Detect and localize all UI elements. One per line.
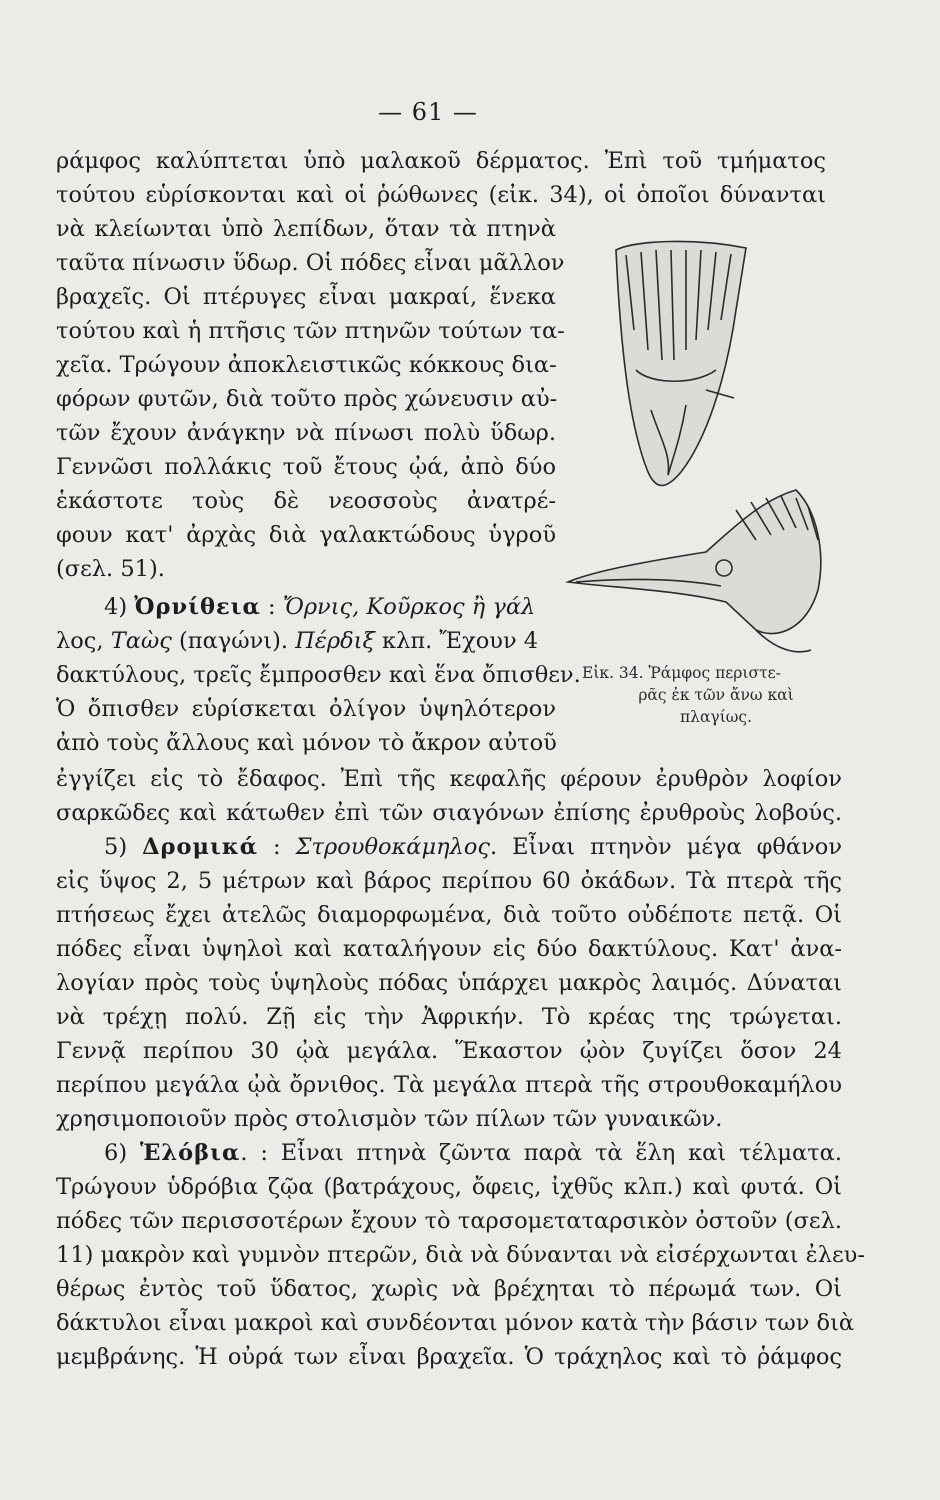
text-line: φουν κατ' ἀρχὰς διὰ γαλακτώδους ὑγροῦ [56, 522, 556, 548]
text-line: τούτου καὶ ἡ πτῆσις τῶν πτηνῶν τούτων τα- [56, 318, 565, 344]
text-line: πτήσεως ἔχει ἀτελῶς διαμορφωμένα, διὰ τοῦτο οὐδέποτε πετᾷ. Οἱ [56, 902, 842, 928]
text-span: (παγώνι). [171, 628, 296, 654]
text-line: τῶν ἔχουν ἀνάγκην νὰ πίνωσι πολὺ ὕδωρ. [56, 420, 556, 446]
text-line: νὰ τρέχῃ πολύ. Ζῇ εἰς τὴν Ἀφρικήν. Τὸ κρέας της τρώγεται. [56, 1004, 842, 1030]
text-line: Τρώγουν ὑδρόβια ζῷα (βατράχους, ὄφεις, ἰχθῦς κλπ.) καὶ φυτά. Οἱ [56, 1174, 842, 1200]
section-4-separator: : [260, 594, 283, 620]
beak-top-view-illustration [616, 241, 746, 485]
beak-side-view-illustration [568, 490, 821, 652]
section-4-line-5: ἀπὸ τοὺς ἄλλους καὶ μόνον τὸ ἄκρον αὐτοῦ [56, 730, 557, 756]
caption-line-2: ρᾶς ἐκ τῶν ἄνω καὶ [638, 686, 794, 704]
text-line: πόδες εἶναι ὑψηλοὶ καὶ καταλήγουν εἰς δύο δακτύλους. Κατ' ἀνα- [56, 936, 842, 962]
text-line: φόρων φυτῶν, διὰ τοῦτο πρὸς χώνευσιν αὐ- [56, 386, 558, 412]
section-6-separator: . : [240, 1140, 281, 1166]
page-number: — 61 — [378, 98, 478, 126]
text-line: νὰ κλείωνται ὑπὸ λεπίδων, ὅταν τὰ πτηνὰ [56, 216, 556, 242]
term-tawn: Ταὼς [110, 628, 172, 654]
text-line: εἰς ὕψος 2, 5 μέτρων καὶ βάρος περίπου 60 ὀκάδων. Τὰ πτερὰ τῆς [56, 868, 842, 894]
section-6-number: 6) [104, 1140, 128, 1166]
section-4-line-4: Ὁ ὄπισθεν εὑρίσκεται ὀλίγον ὑψηλότερον [56, 696, 556, 722]
text-line: θέρως ἐντὸς τοῦ ὕδατος, χωρὶς νὰ βρέχηται τὸ πέρωμά των. Οἱ [56, 1276, 842, 1302]
text-line: χρησιμοποιοῦν πρὸς στολισμὸν τῶν πίλων τῶν γυναικῶν. [56, 1106, 723, 1132]
section-4-line-2 [56, 626, 556, 656]
text-line: Γεννῶσι πολλάκις τοῦ ἔτους ᾠά, ἀπὸ δύο [56, 454, 556, 480]
text-line: περίπου μεγάλα ᾠὰ ὄρνιθος. Τὰ μεγάλα πτερὰ τῆς στρουθοκαμήλου [56, 1072, 842, 1098]
section-5-number: 5) [104, 834, 128, 860]
section-5-rest: . Εἶναι πτηνὸν μέγα φθάνον [490, 834, 843, 860]
text-line: τούτου εὑρίσκονται καὶ οἱ ῥώθωνες (εἰκ. 34), οἱ ὁποῖοι δύνανται [56, 182, 826, 208]
section-4-heading [104, 592, 556, 622]
section-6-heading [104, 1138, 842, 1168]
text-line: σαρκῶδες καὶ κάτωθεν ἐπὶ τῶν σιαγόνων ἐπίσης ἐρυθροὺς λοβούς. [56, 800, 842, 826]
section-5-term: Στρουθοκάμηλος [295, 834, 490, 860]
section-5-separator: : [258, 834, 296, 860]
text-line: βραχεῖς. Οἱ πτέρυγες εἶναι μακραί, ἕνεκα [56, 284, 556, 310]
figure-caption [582, 662, 832, 728]
caption-line-3: πλαγίως. [679, 708, 753, 726]
text-line: πόδες τῶν περισσοτέρων ἔχουν τὸ ταρσομεταταρσικὸν ὀστοῦν (σελ. [56, 1208, 842, 1234]
text-line: λογίαν πρὸς τοὺς ὑψηλοὺς πόδας ὑπάρχει μακρὸς λαιμός. Δύναται [56, 970, 842, 996]
section-6-rest: Εἶναι πτηνὰ ζῶντα παρὰ τὰ ἕλη καὶ τέλματα. [280, 1140, 842, 1166]
text-line: χεῖα. Τρώγουν ἀποκλειστικῶς κόκκους δια- [56, 352, 557, 378]
section-4-terms: Ὄρνις, Κοῦρκος ἢ γάλ [282, 594, 536, 620]
text-line: ράμφος καλύπτεται ὑπὸ μαλακοῦ δέρματος. Ἐπὶ τοῦ τμήματος [56, 148, 826, 174]
text-line: ἐγγίζει εἰς τὸ ἔδαφος. Ἐπὶ τῆς κεφαλῆς φέρουν ἐρυθρὸν λοφίον [56, 766, 842, 792]
section-6-title: Ἑλόβια [139, 1140, 241, 1166]
text-line: δάκτυλοι εἶναι μακροὶ καὶ συνδέονται μόνον κατὰ τὴν βάσιν των διὰ [56, 1310, 855, 1336]
text-line: ταῦτα πίνωσιν ὕδωρ. Οἱ πόδες εἶναι μᾶλλον [56, 250, 565, 276]
text-span: λος, [56, 628, 111, 654]
text-line: μεμβράνης. Ἡ οὐρά των εἶναι βραχεῖα. Ὁ τράχηλος καὶ τὸ ῥάμφος [56, 1344, 842, 1370]
text-line: (σελ. 51). [56, 556, 165, 582]
section-4-title: Ὀρνίθεια [134, 594, 261, 620]
section-4-line-3: δακτύλους, τρεῖς ἔμπροσθεν καὶ ἕνα ὄπισθεν. [56, 662, 581, 688]
caption-line-1: Εἰκ. 34. Ῥάμφος περιστε- [582, 664, 781, 682]
section-5-heading [104, 832, 842, 862]
section-4-number: 4) [104, 594, 128, 620]
term-perdix: Πέρδιξ [295, 628, 375, 654]
section-5-title: Δρομικά [142, 834, 259, 860]
text-span: κλπ. Ἔχουν 4 [374, 628, 539, 654]
text-line: 11) μακρὸν καὶ γυμνὸν πτερῶν, διὰ νὰ δύνανται νὰ εἰσέρχωνται ἐλευ- [56, 1242, 865, 1268]
text-line: ἑκάστοτε τοὺς δὲ νεοσσοὺς ἀνατρέ- [56, 488, 556, 514]
text-line: Γεννᾷ περίπου 30 ᾠὰ μεγάλα. Ἕκαστον ᾠὸν ζυγίζει ὅσον 24 [56, 1038, 842, 1064]
pigeon-beak-figure [556, 210, 846, 670]
